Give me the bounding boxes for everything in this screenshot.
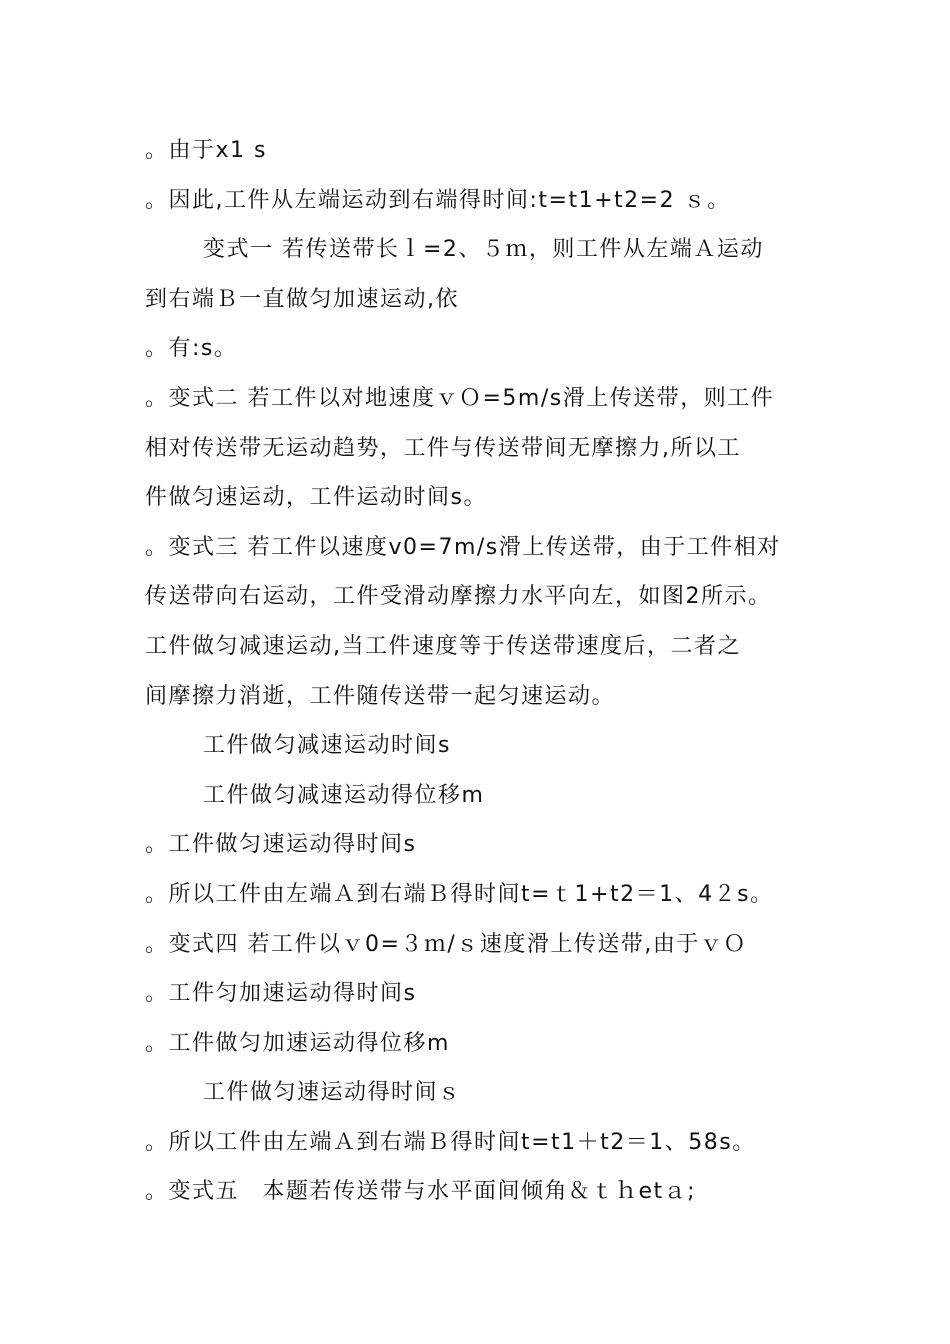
text-line: 相对传送带无运动趋势，工件与传送带间无摩擦力,所以工 bbox=[145, 435, 741, 461]
text-line: 。变式四 若工件以ｖ0=３ｍ/ｓ速度滑上传送带,由于ｖＯ bbox=[145, 931, 747, 957]
text-line: 传送带向右运动，工件受滑动摩擦力水平向左，如图2所示。 bbox=[145, 584, 772, 610]
text-line: 到右端Ｂ一直做匀加速运动,依 bbox=[145, 286, 459, 312]
text-line: 件做匀速运动，工件运动时间s。 bbox=[145, 485, 487, 511]
text-line: 工件做匀减速运动时间s bbox=[203, 733, 451, 759]
text-line: 。所以工件由左端Ａ到右端Ｂ得时间t=ｔ1+t2＝1、4２s。 bbox=[145, 881, 774, 907]
text-line: 。有:s。 bbox=[145, 336, 238, 362]
text-line: 工件做匀减速运动得位移m bbox=[203, 782, 485, 808]
text-line: 。工件做匀加速运动得位移m bbox=[145, 1030, 450, 1056]
text-body bbox=[145, 126, 825, 1217]
text-line: 。因此,工件从左端运动到右端得时间:t=t1+t2=2 ｓ。 bbox=[145, 187, 731, 213]
text-line: 。工件匀加速运动得时间s bbox=[145, 981, 417, 1007]
text-line: 工件做匀速运动得时间ｓ bbox=[203, 1080, 462, 1106]
text-line: 。工件做匀速运动得时间s bbox=[145, 832, 417, 858]
text-line: 。变式五 本题若传送带与水平面间倾角＆ｔｈetａ; bbox=[145, 1179, 697, 1205]
text-line: 。由于x1 s bbox=[145, 138, 267, 163]
text-line: 。所以工件由左端Ａ到右端Ｂ得时间t=t1＋t2＝1、58s。 bbox=[145, 1129, 756, 1155]
text-line: 。变式二 若工件以对地速度ｖＯ=5m/s滑上传送带，则工件 bbox=[145, 385, 775, 411]
text-line: 变式一 若传送带长ｌ=2、５ｍ，则工件从左端Ａ运动 bbox=[203, 237, 764, 263]
text-line: 。变式三 若工件以速度v0=7m/s滑上传送带，由于工件相对 bbox=[145, 534, 781, 560]
text-line: 工件做匀减速运动,当工件速度等于传送带速度后，二者之 bbox=[145, 633, 741, 659]
text-line: 间摩擦力消逝，工件随传送带一起匀速运动。 bbox=[145, 683, 616, 709]
